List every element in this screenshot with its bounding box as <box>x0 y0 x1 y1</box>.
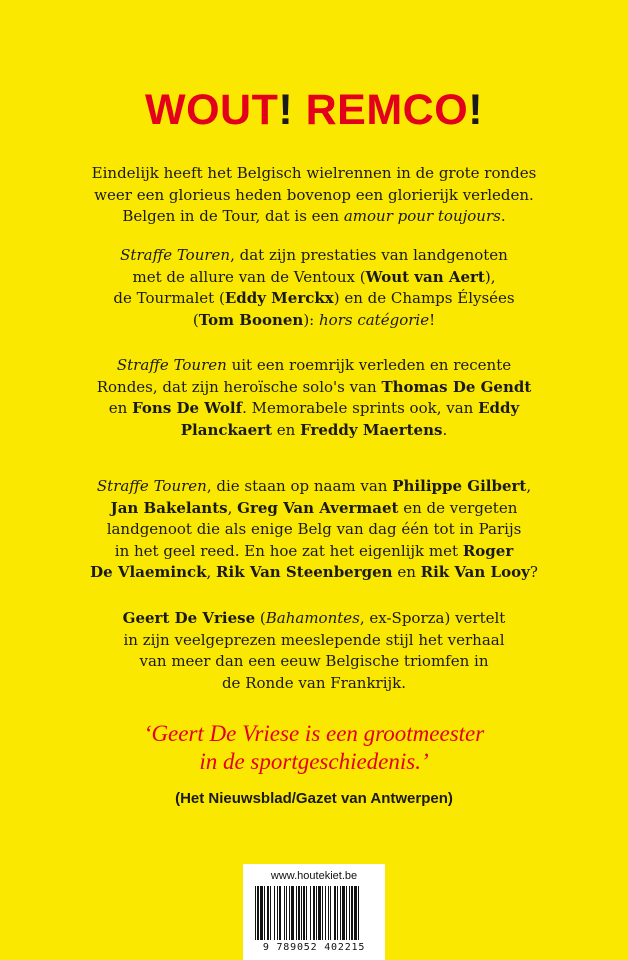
book-title <box>0 86 628 135</box>
barcode-panel <box>243 864 385 960</box>
title-exclamation-1: ! <box>278 86 294 134</box>
text: de Ronde van Frankrijk. <box>221 673 407 692</box>
text: in het geel reed. En hoe zat het eigenlijk met <box>114 541 463 560</box>
paragraph-prestaties <box>60 245 568 331</box>
title-part-wout: WOUT <box>144 86 279 134</box>
rider-name: Rik Van Steenbergen <box>216 563 393 581</box>
paragraph-names <box>60 476 568 584</box>
title-exclamation-2: ! <box>468 86 484 134</box>
text: en de vergeten <box>398 498 518 517</box>
intro-line-2: weer een glorieus heden bovenop een glorierijk verleden. <box>94 185 534 204</box>
intro-period: . <box>500 207 506 225</box>
text: ! <box>429 310 436 329</box>
rider-name: Planckaert <box>180 420 273 439</box>
straffe-touren-title: Straffe Touren <box>120 246 231 264</box>
rider-name: Thomas De Gendt <box>381 377 532 396</box>
text: , die staan op naam van <box>206 477 393 495</box>
rider-name: Roger <box>462 541 514 560</box>
text: . Memorabele sprints ook, van <box>242 399 479 417</box>
text: en <box>108 399 133 417</box>
rider-name: Tom Boonen <box>198 310 304 329</box>
rider-name: Philippe Gilbert <box>392 477 527 495</box>
rider-name: Greg Van Avermaet <box>237 498 399 517</box>
text: ( <box>255 609 266 627</box>
rider-name: Eddy <box>478 399 520 417</box>
quote-source: (Het Nieuwsblad/Gazet van Antwerpen) <box>175 790 453 807</box>
text: uit een roemrijk verleden en recente <box>226 356 512 374</box>
text: landgenoot die als enige Belg van dag één tot in Parijs <box>106 520 522 538</box>
rider-name: Jan Bakelants <box>110 498 228 517</box>
quote-line-2: in de sportgeschiedenis.’ <box>199 749 429 774</box>
intro-line-3: Belgen in de Tour, dat is een <box>122 207 344 225</box>
author-name: Geert De Vriese <box>122 609 256 627</box>
text: Rondes, dat zijn heroïsche solo's van <box>96 377 382 396</box>
barcode-image <box>255 886 373 940</box>
text: ? <box>529 563 538 581</box>
rider-name: Eddy Merckx <box>224 289 334 307</box>
text: in zijn veelgeprezen meeslepende stijl het verhaal <box>123 630 505 649</box>
rider-name: Fons De Wolf <box>132 399 243 417</box>
text: en <box>392 563 421 581</box>
straffe-touren-title: Straffe Touren <box>116 356 227 374</box>
text: , <box>206 563 217 581</box>
text: , ex-Sporza) vertelt <box>359 609 506 627</box>
intro-amour-phrase: amour pour toujours <box>343 207 501 225</box>
previous-book-title: Bahamontes <box>265 609 360 627</box>
intro-paragraph <box>60 163 568 228</box>
straffe-touren-title: Straffe Touren <box>96 477 207 495</box>
text: ): <box>303 310 320 329</box>
paragraph-author <box>60 608 568 694</box>
publisher-url: www.houtekiet.be <box>270 870 358 882</box>
rider-name: Wout van Aert <box>365 267 485 286</box>
review-quote <box>60 720 568 776</box>
text: ( <box>192 310 199 329</box>
hors-categorie-phrase: hors catégorie <box>319 310 430 329</box>
text: , <box>526 477 532 495</box>
text: ), <box>484 267 496 286</box>
rider-name: Rik Van Looy <box>420 563 530 581</box>
quote-line-1: ‘Geert De Vriese is een grootmeester <box>143 721 485 746</box>
rider-name: Freddy Maertens <box>300 420 443 439</box>
rider-name: De Vlaeminck <box>90 563 207 581</box>
text: en <box>272 420 301 439</box>
title-part-remco: REMCO <box>305 86 469 134</box>
text: de Tourmalet ( <box>113 289 225 307</box>
isbn-number: 9 789052 402215 <box>262 942 366 953</box>
text: met de allure van de Ventoux ( <box>132 267 366 286</box>
text: . <box>442 420 448 439</box>
intro-line-1: Eindelijk heeft het Belgisch wielrennen in de grote rondes <box>91 164 537 182</box>
text: van meer dan een eeuw Belgische triomfen in <box>139 652 489 670</box>
text: , dat zijn prestaties van landgenoten <box>230 246 508 264</box>
text: ) en de Champs Élysées <box>333 289 515 307</box>
text: , <box>227 498 238 517</box>
paragraph-solos <box>60 355 568 441</box>
